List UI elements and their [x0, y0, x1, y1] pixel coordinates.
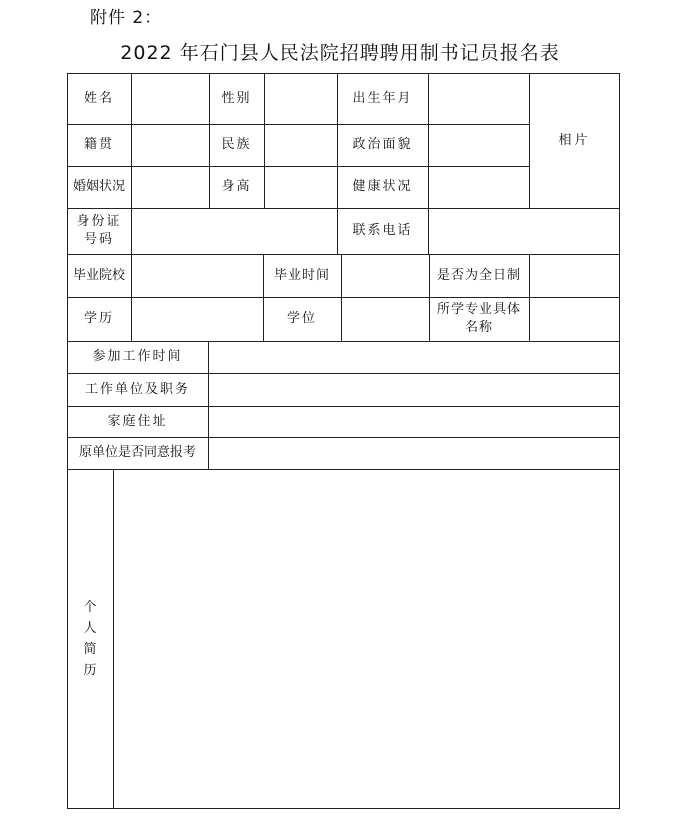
home-address-field[interactable] — [209, 406, 620, 437]
degree-field[interactable] — [342, 297, 429, 341]
label-major-line1: 所学专业具体 — [436, 302, 521, 318]
graduate-school-field[interactable] — [132, 254, 263, 297]
registration-form-table — [67, 73, 620, 809]
height-field[interactable] — [265, 166, 337, 208]
attachment-label: 附件 2： — [90, 8, 163, 28]
label-id-number-line1: 身份证 — [76, 214, 122, 230]
label-name: 姓名 — [83, 90, 114, 106]
marital-status-field[interactable] — [132, 166, 209, 208]
label-health: 健康状况 — [352, 179, 413, 195]
label-graduation-time: 毕业时间 — [273, 267, 330, 283]
label-gender: 性别 — [221, 90, 252, 106]
label-resume-char: 人 — [83, 621, 97, 636]
label-height: 身高 — [221, 179, 252, 195]
gender-field[interactable] — [265, 73, 337, 124]
id-number-field[interactable] — [132, 208, 337, 254]
major-field[interactable] — [530, 297, 620, 341]
label-marital-status: 婚姻状况 — [72, 179, 125, 195]
label-id-number — [67, 208, 131, 254]
graduation-time-field[interactable] — [342, 254, 429, 297]
name-field[interactable] — [132, 73, 209, 124]
label-resume-char: 历 — [83, 663, 97, 678]
label-resume-char: 个 — [83, 600, 97, 615]
label-full-time: 是否为全日制 — [436, 267, 521, 283]
label-consent: 原单位是否同意报考 — [78, 445, 196, 461]
work-start-field[interactable] — [209, 341, 620, 373]
label-phone: 联系电话 — [352, 223, 413, 239]
label-degree: 学位 — [286, 311, 317, 327]
form-title: 2022 年石门县人民法院招聘聘用制书记员报名表 — [120, 42, 560, 64]
label-education: 学历 — [83, 311, 114, 327]
label-native-place: 籍贯 — [83, 137, 114, 153]
label-birth: 出生年月 — [352, 90, 413, 106]
label-employer-position: 工作单位及职务 — [84, 381, 190, 397]
label-work-start: 参加工作时间 — [92, 349, 183, 365]
health-field[interactable] — [429, 166, 529, 208]
label-major — [429, 297, 529, 341]
birth-field[interactable] — [429, 73, 529, 124]
native-place-field[interactable] — [132, 124, 209, 166]
consent-field[interactable] — [209, 437, 620, 469]
photo-box[interactable] — [529, 73, 620, 208]
phone-field[interactable] — [429, 208, 620, 254]
ethnicity-field[interactable] — [265, 124, 337, 166]
education-field[interactable] — [132, 297, 263, 341]
label-id-number-line2: 号码 — [83, 232, 114, 247]
political-status-field[interactable] — [429, 124, 529, 166]
resume-field[interactable] — [114, 470, 620, 808]
label-major-line2: 名称 — [464, 320, 493, 335]
label-photo: 相片 — [558, 132, 591, 148]
label-ethnicity: 民族 — [221, 137, 252, 153]
employer-position-field[interactable] — [209, 373, 620, 406]
label-political-status: 政治面貌 — [352, 137, 413, 153]
label-resume — [67, 469, 113, 809]
label-home-address: 家庭住址 — [107, 413, 168, 429]
label-graduate-school: 毕业院校 — [72, 267, 125, 283]
full-time-field[interactable] — [530, 254, 620, 297]
label-resume-char: 简 — [83, 642, 97, 657]
